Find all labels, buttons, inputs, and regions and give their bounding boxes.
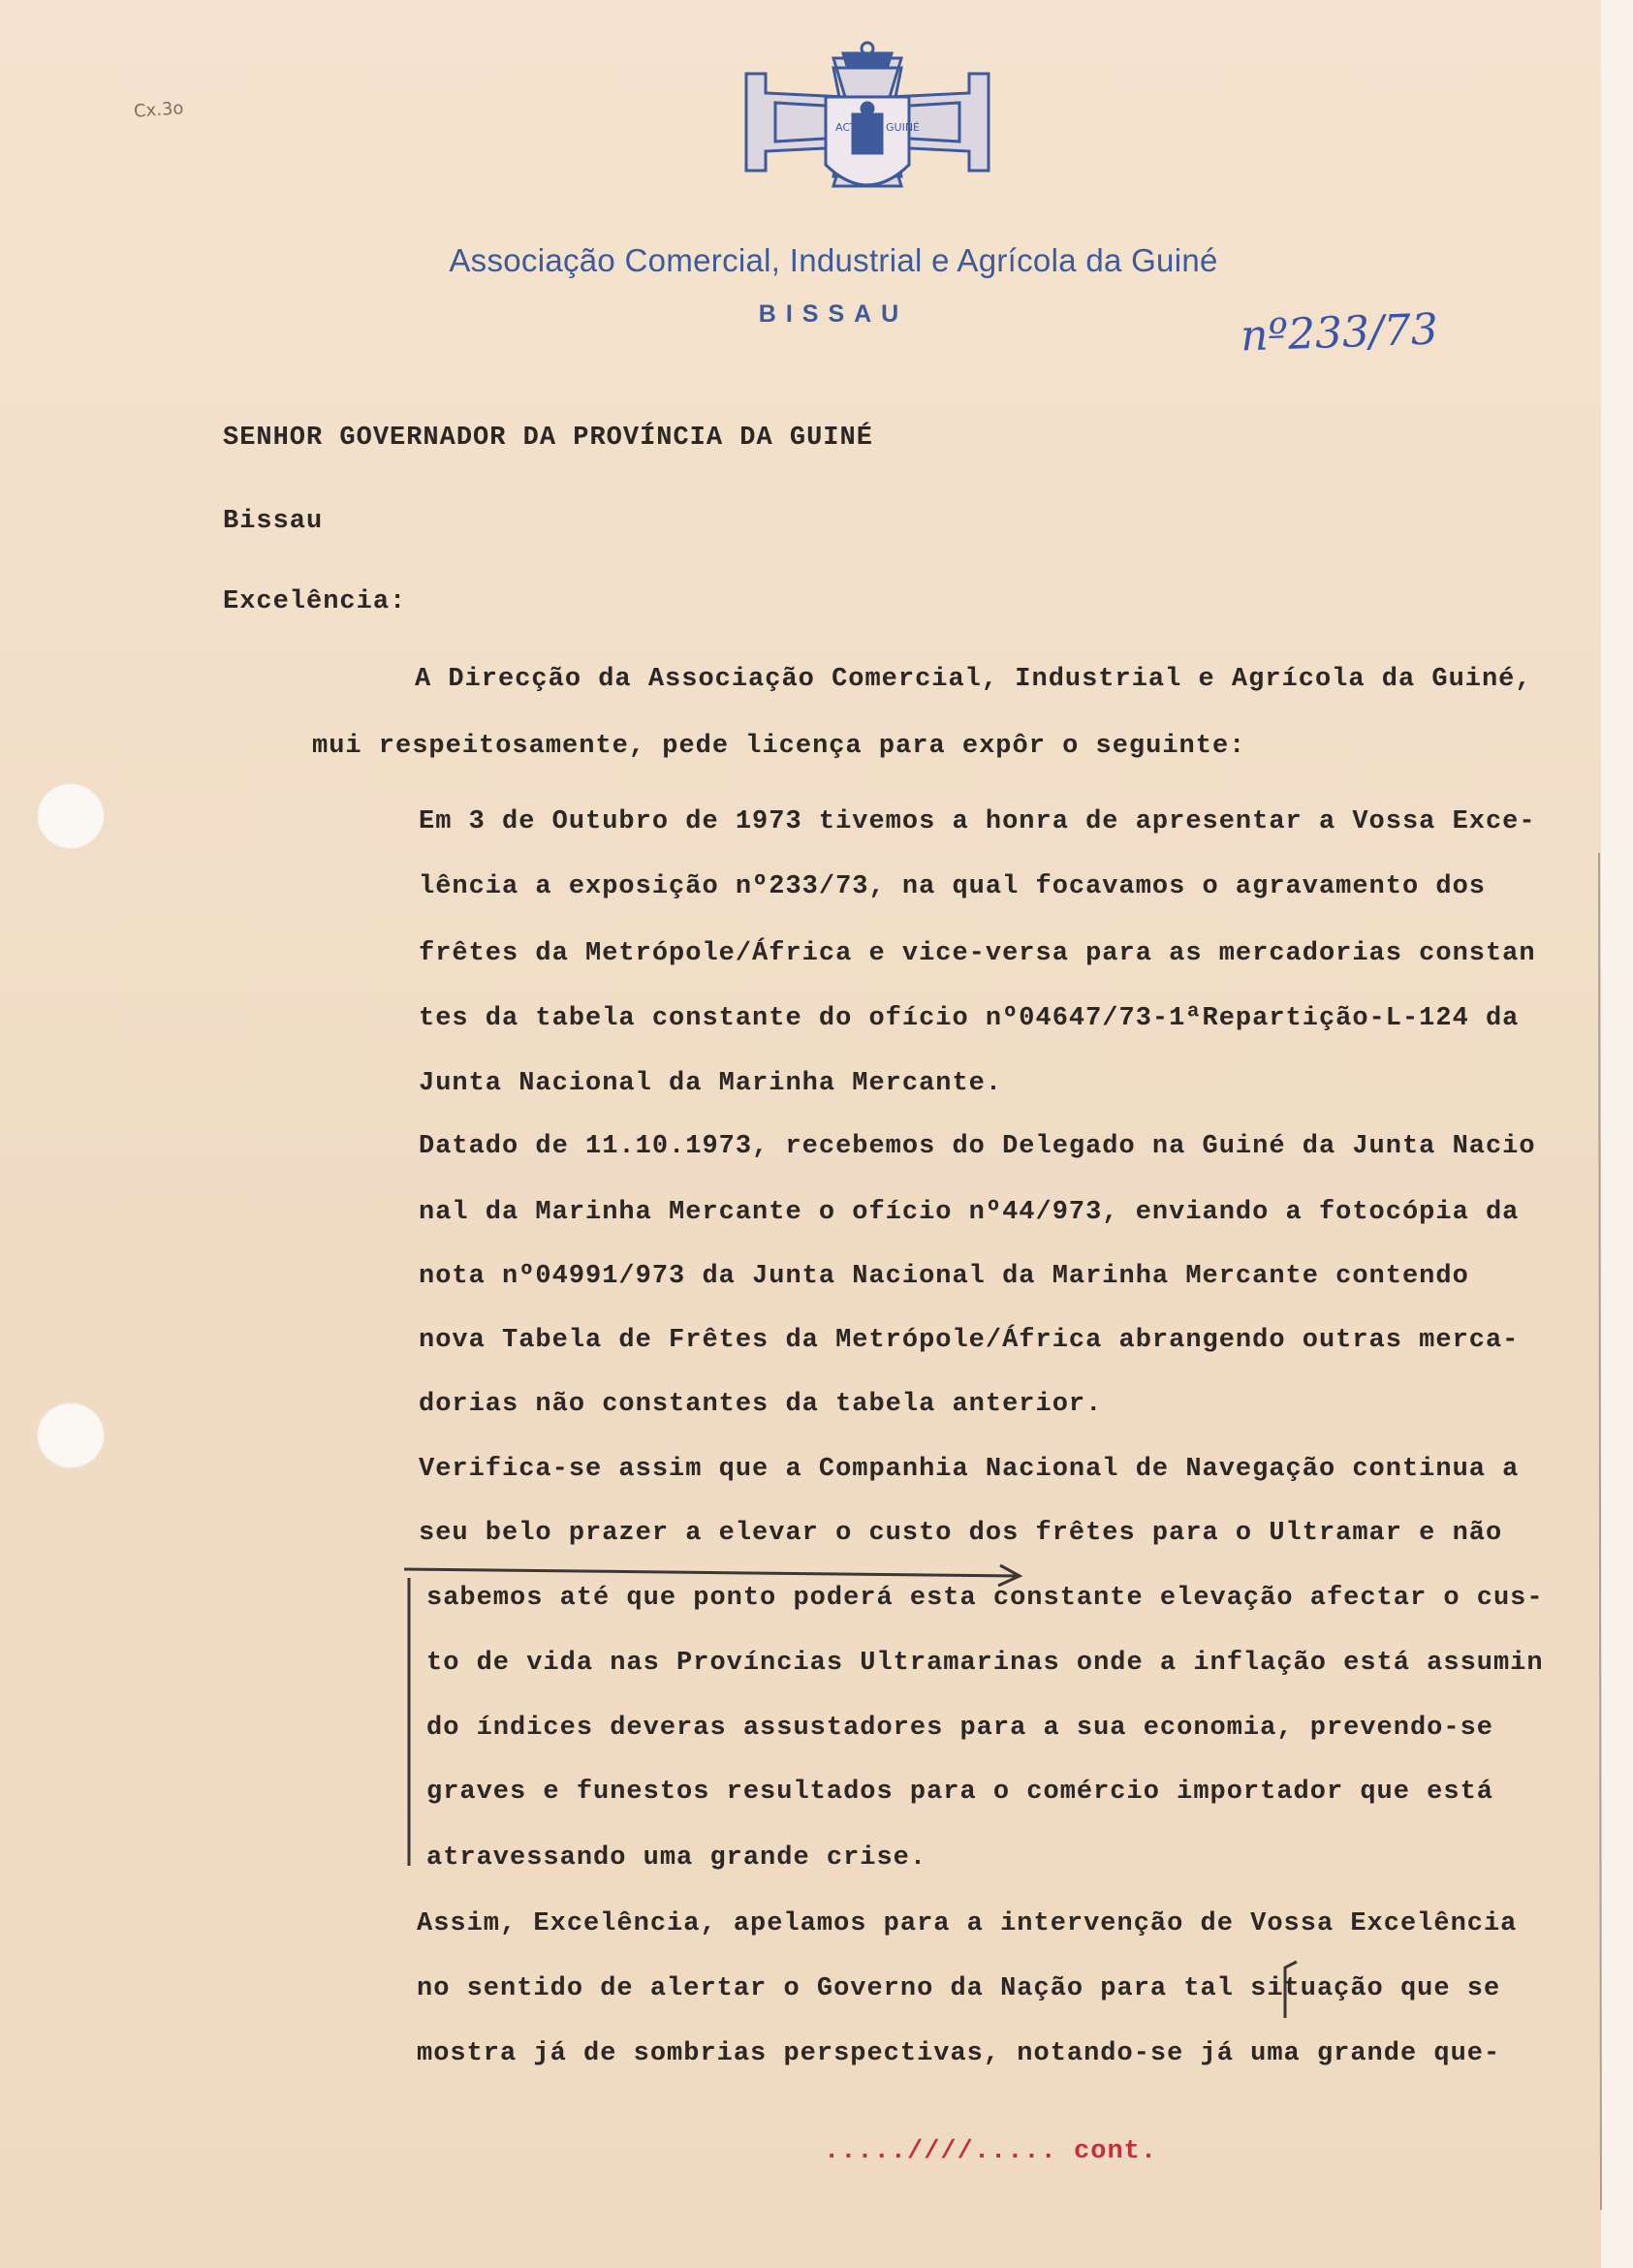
intro-line: mui respeitosamente, pede licença para expôr o seguinte:: [312, 732, 1246, 761]
body-line: seu belo prazer a elevar o custo dos frêtes para o Ultramar e não: [419, 1519, 1503, 1548]
letterhead-city: BISSAU: [758, 300, 909, 328]
recipient-city: Bissau: [223, 507, 324, 536]
body-line: nal da Marinha Mercante o ofício nº44/973, enviando a fotocópia da: [419, 1198, 1520, 1227]
body-line: atravessando uma grande crise.: [426, 1843, 927, 1873]
salutation: Excelência:: [223, 587, 407, 616]
continuation-marker: .....////..... cont.: [824, 2137, 1158, 2166]
body-line: to de vida nas Províncias Ultramarinas onde a inflação está assumin: [426, 1649, 1544, 1678]
emblem-icon: [746, 43, 989, 186]
body-line: mostra já de sombrias perspectivas, notando-se já uma grande que-: [417, 2039, 1501, 2068]
intro-line: A Direcção da Associação Comercial, Industrial e Agrícola da Guiné,: [415, 665, 1532, 694]
body-line: Junta Nacional da Marinha Mercante.: [419, 1069, 1003, 1098]
right-margin-line: [1599, 853, 1601, 2210]
body-line: Verifica-se assim que a Companhia Nacional de Navegação continua a: [419, 1455, 1520, 1484]
body-line: do índices deveras assustadores para a sua economia, prevendo-se: [426, 1714, 1493, 1743]
body-line: Em 3 de Outubro de 1973 tivemos a honra de apresentar a Vossa Exce-: [419, 807, 1536, 836]
body-line: tes da tabela constante do ofício nº04647/73-1ªRepartição-L-124 da: [419, 1004, 1520, 1033]
body-line: Datado de 11.10.1973, recebemos do Delegado na Guiné da Junta Nacio: [419, 1132, 1536, 1161]
body-line: lência a exposição nº233/73, na qual focavamos o agravamento dos: [419, 872, 1486, 901]
body-line: graves e funestos resultados para o comércio importador que está: [426, 1778, 1493, 1807]
letterhead: [368, 242, 1299, 329]
reference-number: nº233/73: [1240, 304, 1439, 362]
recipient-title: SENHOR GOVERNADOR DA PROVÍNCIA DA GUINÉ: [223, 424, 873, 453]
body-line: no sentido de alertar o Governo da Nação para tal situação que se: [417, 1974, 1501, 2003]
body-line: dorias não constantes da tabela anterior.: [419, 1390, 1103, 1419]
emblem-label-left: ACTA: [835, 121, 864, 134]
body-line: frêtes da Metrópole/África e vice-versa para as mercadorias constan: [419, 939, 1536, 968]
body-line: Assim, Excelência, apelamos para a intervenção de Vossa Excelência: [417, 1909, 1518, 1938]
organization-name: Associação Comercial, Industrial e Agrícola da Guiné: [449, 242, 1218, 278]
body-line: nota nº04991/973 da Junta Nacional da Marinha Mercante contendo: [419, 1262, 1469, 1291]
pencil-archive-note: Cx.3o: [133, 98, 185, 122]
body-line: nova Tabela de Frêtes da Metrópole/África abrangendo outras merca-: [419, 1326, 1520, 1355]
body-line: sabemos até que ponto poderá esta constante elevação afectar o cus-: [426, 1584, 1544, 1613]
pen-arrow-line: [404, 1569, 1018, 1576]
emblem-label-right: GUINÉ: [886, 121, 920, 134]
